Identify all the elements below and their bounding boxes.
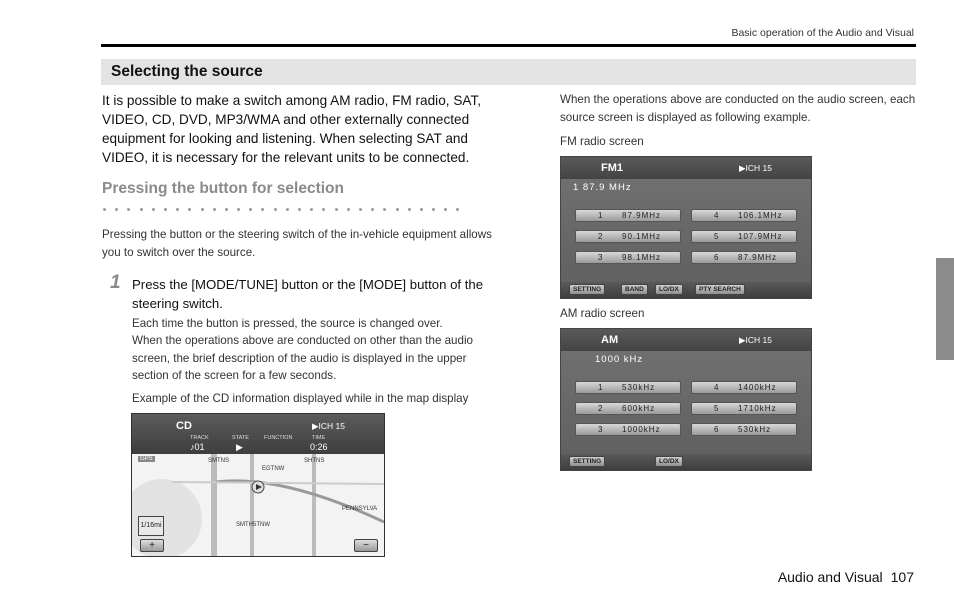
dot bbox=[201, 208, 204, 211]
pty-search-button[interactable]: PTY SEARCH bbox=[695, 284, 745, 295]
intro-paragraph: It is possible to make a switch among AM radio, FM radio, SAT, VIDEO, CD, DVD, MP3/WMA and other externally connected equipment for looking and listening. When selecting SAT and VIDEO, it is necessary for the relevant units to be connected. bbox=[102, 93, 482, 165]
map-signal: ▶ICH 15 bbox=[312, 421, 345, 431]
street-label: SMTNS bbox=[208, 458, 229, 464]
dot bbox=[115, 208, 118, 211]
zoom-out-button[interactable]: − bbox=[354, 539, 378, 552]
preset-number: 4 bbox=[714, 383, 720, 392]
am-caption: AM radio screen bbox=[560, 307, 645, 320]
preset-frequency: 1400kHz bbox=[738, 383, 777, 392]
page-footer bbox=[778, 569, 914, 585]
lodx-button[interactable]: LO/DX bbox=[655, 456, 683, 467]
dot bbox=[432, 208, 435, 211]
side-tab bbox=[936, 258, 954, 360]
map-source-label: CD bbox=[176, 420, 192, 432]
example-caption: Example of the CD information displayed while in the map display bbox=[132, 392, 469, 405]
dot bbox=[164, 208, 167, 211]
preset-number: 5 bbox=[714, 404, 720, 413]
dot bbox=[127, 208, 130, 211]
setting-button[interactable]: SETTING bbox=[569, 456, 605, 467]
fm-preset-button[interactable] bbox=[575, 251, 681, 264]
preset-number: 4 bbox=[714, 211, 720, 220]
street-label: PENNSYLVA bbox=[342, 506, 378, 512]
dot bbox=[420, 208, 423, 211]
am-preset-button[interactable] bbox=[691, 402, 797, 415]
dot bbox=[249, 208, 252, 211]
map-state-value: ▶ bbox=[236, 442, 243, 452]
am-current-frequency: 1000 kHz bbox=[595, 354, 644, 365]
preset-number: 2 bbox=[598, 232, 604, 241]
preset-number: 6 bbox=[714, 425, 720, 434]
dot bbox=[140, 208, 143, 211]
street-label: SHTNS bbox=[304, 458, 325, 464]
dot bbox=[225, 208, 228, 211]
running-head: Basic operation of the Audio and Visual bbox=[731, 27, 914, 39]
zoom-in-button[interactable]: + bbox=[140, 539, 164, 552]
dot bbox=[444, 208, 447, 211]
fm-current-frequency: 1 87.9 MHz bbox=[573, 182, 632, 193]
preset-frequency: 600kHz bbox=[622, 404, 656, 413]
map-top-bar bbox=[132, 414, 384, 454]
dot bbox=[274, 208, 277, 211]
map-label-track: TRACK bbox=[190, 435, 209, 441]
dot bbox=[176, 208, 179, 211]
preset-frequency: 1000kHz bbox=[622, 425, 661, 434]
dot bbox=[408, 208, 411, 211]
fm-preset-button[interactable] bbox=[575, 230, 681, 243]
dot bbox=[359, 208, 362, 211]
dot bbox=[103, 208, 106, 211]
dot bbox=[371, 208, 374, 211]
section-title: Selecting the source bbox=[111, 63, 263, 80]
am-preset-button[interactable] bbox=[691, 423, 797, 436]
am-band-label: AM bbox=[601, 334, 619, 346]
dot bbox=[396, 208, 399, 211]
map-track-value: ♪01 bbox=[190, 442, 205, 452]
dot bbox=[383, 208, 386, 211]
subsection-body: Pressing the button or the steering switch of the in-vehicle equipment allows you to switch over the source. bbox=[102, 228, 492, 259]
dot bbox=[456, 208, 459, 211]
map-screen-image bbox=[131, 413, 385, 557]
map-scale: 1/16mi bbox=[138, 516, 164, 536]
am-preset-button[interactable] bbox=[575, 402, 681, 415]
preset-frequency: 530kHz bbox=[622, 383, 656, 392]
setting-button[interactable]: SETTING bbox=[569, 284, 605, 295]
map-label-time: TIME bbox=[312, 435, 326, 441]
preset-frequency: 87.9MHz bbox=[738, 253, 778, 262]
dot bbox=[322, 208, 325, 211]
fm-preset-button[interactable] bbox=[691, 251, 797, 264]
dot bbox=[310, 208, 313, 211]
fm-screen-image bbox=[560, 156, 812, 299]
am-preset-button[interactable] bbox=[575, 423, 681, 436]
preset-frequency: 98.1MHz bbox=[622, 253, 662, 262]
preset-frequency: 106.1MHz bbox=[738, 211, 783, 220]
dot bbox=[298, 208, 301, 211]
dot bbox=[237, 208, 240, 211]
preset-frequency: 87.9MHz bbox=[622, 211, 662, 220]
step-note: Each time the button is pressed, the source is changed over. bbox=[132, 317, 443, 330]
preset-number: 3 bbox=[598, 253, 604, 262]
am-preset-button[interactable] bbox=[691, 381, 797, 394]
dot bbox=[335, 208, 338, 211]
section-bar bbox=[101, 59, 916, 85]
fm-band-label: FM1 bbox=[601, 162, 623, 174]
map-label-state: STATE bbox=[232, 435, 249, 441]
preset-number: 5 bbox=[714, 232, 720, 241]
top-rule bbox=[101, 44, 916, 47]
dot bbox=[152, 208, 155, 211]
fm-top-bar bbox=[561, 157, 811, 179]
street-label: SMTH5TNW bbox=[236, 522, 270, 528]
dot bbox=[261, 208, 264, 211]
lodx-button[interactable]: LO/DX bbox=[655, 284, 683, 295]
preset-frequency: 107.9MHz bbox=[738, 232, 783, 241]
dot bbox=[213, 208, 216, 211]
preset-number: 6 bbox=[714, 253, 720, 262]
gps-badge: GPS bbox=[140, 456, 153, 462]
fm-preset-button[interactable] bbox=[691, 230, 797, 243]
preset-number: 1 bbox=[598, 211, 604, 220]
subsection-title: Pressing the button for selection bbox=[102, 180, 344, 197]
map-time-value: 0:26 bbox=[310, 442, 328, 452]
fm-caption: FM radio screen bbox=[560, 135, 644, 148]
preset-frequency: 90.1MHz bbox=[622, 232, 662, 241]
am-top-bar bbox=[561, 329, 811, 351]
dot bbox=[188, 208, 191, 211]
step-text: Press the [MODE/TUNE] button or the [MODE] button of the steering switch. bbox=[132, 277, 484, 311]
preset-frequency: 1710kHz bbox=[738, 404, 777, 413]
band-button[interactable]: BAND bbox=[621, 284, 648, 295]
preset-number: 2 bbox=[598, 404, 604, 413]
dot bbox=[347, 208, 350, 211]
right-intro: When the operations above are conducted on the audio screen, each source screen is displayed as following example. bbox=[560, 93, 916, 124]
preset-number: 3 bbox=[598, 425, 604, 434]
fm-preset-button[interactable] bbox=[575, 209, 681, 222]
map-label-function: FUNCTION bbox=[264, 435, 293, 441]
dot bbox=[286, 208, 289, 211]
preset-number: 1 bbox=[598, 383, 604, 392]
am-screen-image bbox=[560, 328, 812, 471]
dotted-rule bbox=[103, 208, 483, 214]
street-label: EGTNW bbox=[262, 466, 285, 472]
step-note: When the operations above are conducted on other than the audio screen, the brief description of the audio is displayed in the upper section of the screen for a few seconds. bbox=[132, 334, 473, 382]
fm-signal: ▶ICH 15 bbox=[739, 163, 772, 173]
step-number: 1 bbox=[110, 272, 121, 293]
footer-section: Audio and Visual bbox=[777, 569, 883, 585]
page-number: 107 bbox=[890, 569, 914, 585]
am-preset-button[interactable] bbox=[575, 381, 681, 394]
fm-preset-button[interactable] bbox=[691, 209, 797, 222]
preset-frequency: 530kHz bbox=[738, 425, 772, 434]
am-signal: ▶ICH 15 bbox=[739, 335, 772, 345]
